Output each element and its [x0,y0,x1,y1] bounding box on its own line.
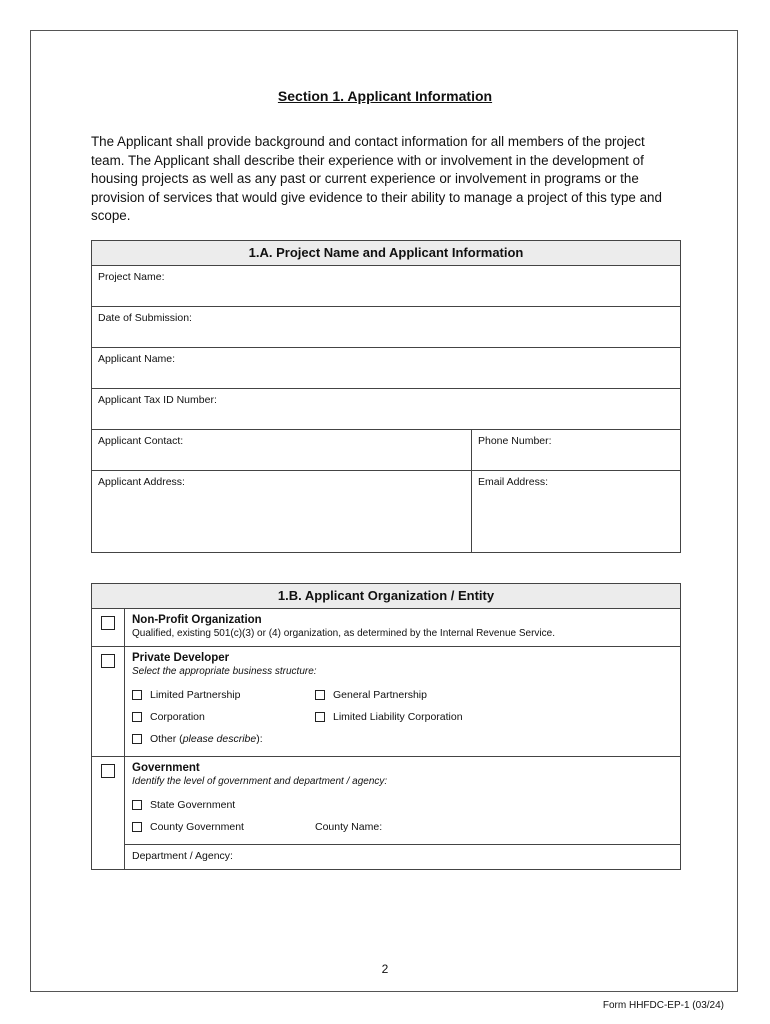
section-title: Section 1. Applicant Information [277,88,493,104]
limited-partnership-checkbox[interactable] [132,690,142,700]
general-partnership-checkbox[interactable] [315,690,325,700]
state-government-label: State Government [150,799,236,811]
private-developer-instruction: Select the appropriate business structure: [132,666,317,677]
project-name-field[interactable] [92,266,681,307]
general-partnership-label: General Partnership [333,689,427,701]
other-label: Other (please describe): [150,733,263,745]
page-number: 2 [381,962,389,976]
applicant-address-label: Applicant Address: [98,476,185,488]
government-checkbox[interactable] [101,764,115,778]
nonprofit-title: Non-Profit Organization [132,614,262,626]
phone-number-label: Phone Number: [478,435,552,447]
applicant-name-field[interactable] [92,348,681,389]
government-instruction: Identify the level of government and department / agency: [132,776,388,787]
government-title: Government [132,762,200,774]
phone-number-field[interactable] [472,430,681,471]
email-address-field[interactable] [472,471,681,553]
organization-entity-table [91,583,681,870]
table-a-title: 1.A. Project Name and Applicant Information [92,241,681,266]
tax-id-field[interactable] [92,389,681,430]
nonprofit-checkbox[interactable] [101,616,115,630]
project-applicant-table [91,240,681,553]
llc-checkbox[interactable] [315,712,325,722]
applicant-address-field[interactable] [92,471,472,553]
corporation-checkbox[interactable] [132,712,142,722]
form-footer: Form HHFDC-EP-1 (03/24) [602,1000,724,1011]
department-agency-field[interactable] [125,845,681,870]
county-name-label: County Name: [315,821,383,833]
department-agency-label: Department / Agency: [132,850,233,862]
applicant-name-label: Applicant Name: [98,353,176,365]
intro-paragraph: The Applicant shall provide background and contact information for all members of the project team. The Applicant shall describe their experience with or involvement in the development of housing projects as well as any past or current experience or involvement in programs or the provision of services that would give evidence to their ability to manage a project of this type and scope. [91,134,662,223]
state-government-checkbox[interactable] [132,800,142,810]
llc-label: Limited Liability Corporation [333,711,463,723]
private-developer-title: Private Developer [132,652,230,664]
limited-partnership-label: Limited Partnership [150,689,241,701]
project-name-label: Project Name: [98,271,165,283]
applicant-contact-field[interactable] [92,430,472,471]
tax-id-label: Applicant Tax ID Number: [98,394,217,406]
county-government-label: County Government [150,821,244,833]
email-address-label: Email Address: [478,476,549,488]
other-checkbox[interactable] [132,734,142,744]
corporation-label: Corporation [150,711,205,723]
date-of-submission-label: Date of Submission: [98,312,192,324]
applicant-contact-label: Applicant Contact: [98,435,184,447]
date-of-submission-field[interactable] [92,307,681,348]
nonprofit-description: Qualified, existing 501(c)(3) or (4) organization, as determined by the Internal Revenue Service. [132,628,555,639]
county-government-checkbox[interactable] [132,822,142,832]
private-developer-checkbox[interactable] [101,654,115,668]
table-b-title: 1.B. Applicant Organization / Entity [92,584,681,609]
